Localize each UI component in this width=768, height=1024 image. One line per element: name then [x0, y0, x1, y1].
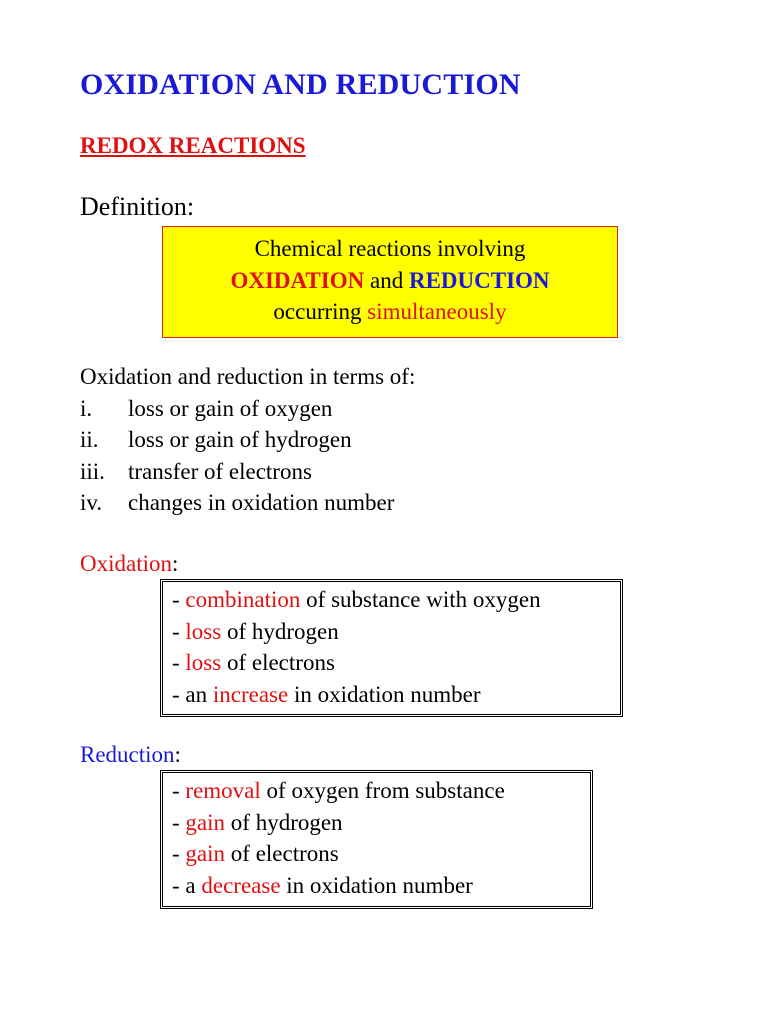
oxidation-label — [80, 551, 178, 577]
terms-list — [80, 361, 415, 519]
section-heading-redox: REDOX REACTIONS — [80, 133, 306, 158]
and-word: and — [364, 267, 409, 293]
terms-intro: Oxidation and reduction in terms of: — [80, 364, 416, 389]
list-item — [172, 807, 590, 839]
list-item — [172, 616, 620, 648]
item-prefix: - an — [172, 681, 213, 707]
list-item — [172, 584, 620, 616]
list-item — [172, 679, 620, 711]
definition-label: Definition: — [80, 192, 195, 221]
item-rest: of oxygen from substance — [260, 778, 505, 803]
oxidation-term: OXIDATION — [230, 267, 365, 293]
list-item — [172, 838, 590, 870]
occurring-text: occurring — [273, 299, 368, 324]
item-prefix: - — [172, 778, 186, 803]
reduction-label — [80, 742, 181, 768]
item-number: iv. — [80, 490, 103, 515]
list-item — [172, 870, 590, 902]
item-text: transfer of electrons — [128, 458, 312, 484]
item-prefix: - — [172, 809, 186, 835]
list-item — [80, 456, 415, 488]
item-rest: of hydrogen — [221, 618, 339, 644]
item-rest: of electrons — [221, 650, 335, 675]
item-highlight: gain — [185, 841, 226, 866]
reduction-box — [160, 770, 593, 909]
definition-box — [162, 226, 618, 338]
item-rest: of substance with oxygen — [300, 587, 541, 612]
list-item — [80, 424, 415, 456]
item-prefix: - — [172, 587, 186, 612]
reduction-term: REDUCTION — [408, 267, 550, 293]
simultaneously-text: simultaneously — [367, 299, 507, 324]
oxidation-box — [160, 579, 623, 717]
page-title: OXIDATION AND REDUCTION — [80, 68, 521, 101]
item-text: changes in oxidation number — [128, 490, 395, 515]
item-rest: in oxidation number — [280, 872, 473, 898]
reduction-word: Reduction — [80, 742, 175, 767]
item-text: loss or gain of hydrogen — [128, 427, 352, 452]
item-number: iii. — [80, 458, 105, 484]
item-highlight: combination — [185, 587, 301, 612]
item-number: ii. — [80, 427, 99, 452]
oxidation-colon: : — [172, 551, 179, 576]
list-item — [80, 487, 415, 519]
item-prefix: - — [172, 650, 186, 675]
item-highlight: loss — [185, 650, 222, 675]
item-prefix: - a — [172, 872, 202, 898]
item-number: i. — [80, 395, 93, 421]
item-rest: of electrons — [225, 841, 339, 866]
item-highlight: loss — [185, 618, 222, 644]
item-highlight: increase — [212, 681, 289, 707]
item-highlight: gain — [185, 809, 226, 835]
oxidation-word: Oxidation — [80, 551, 172, 576]
item-highlight: removal — [185, 778, 261, 803]
item-rest: of hydrogen — [225, 809, 343, 835]
definition-line-1: Chemical reactions involving — [254, 236, 526, 261]
item-prefix: - — [172, 841, 186, 866]
item-prefix: - — [172, 618, 186, 644]
list-item — [80, 393, 415, 425]
definition-line-3 — [163, 296, 617, 328]
item-text: loss or gain of oxygen — [128, 395, 333, 421]
list-item — [172, 775, 590, 807]
definition-line-2 — [163, 265, 617, 297]
reduction-colon: : — [174, 742, 181, 767]
item-rest: in oxidation number — [288, 681, 481, 707]
item-highlight: decrease — [201, 872, 281, 898]
list-item — [172, 647, 620, 679]
